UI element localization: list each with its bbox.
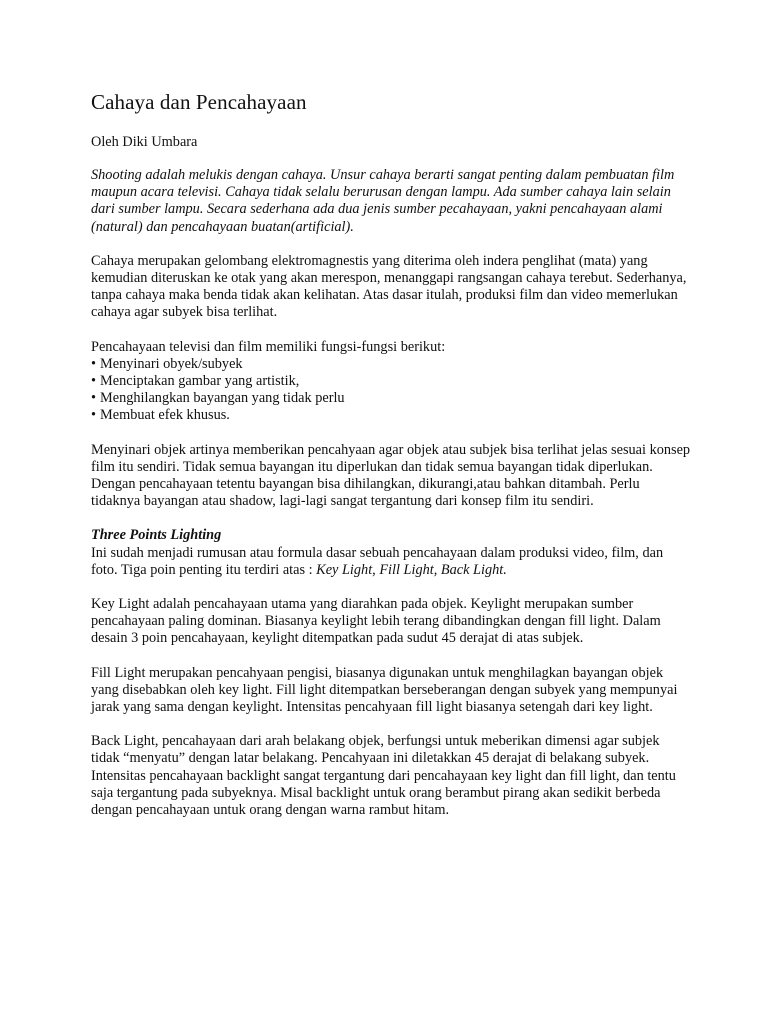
list-item [91, 373, 691, 390]
document-title: Cahaya dan Pencahayaan [91, 90, 307, 114]
list-item [91, 390, 691, 407]
section-intro-paragraph [91, 545, 691, 579]
list-item [91, 356, 691, 373]
list-item-text: Membuat efek khusus. [100, 407, 230, 424]
paragraph-fill-light: Fill Light merupakan pencahyaan pengisi, biasanya digunakan untuk menghilagkan bayangan objek yang disebabkan oleh key light. Fill light ditempatkan berseberangan dengan subyek yang mempunyai jarak yang sama dengan keylight. Intensitas pencahyaan fill light biasanya setengah dari key light. [91, 664, 678, 716]
bullet-icon: • [91, 355, 97, 372]
bullet-icon: • [91, 373, 97, 390]
paragraph-key-light: Key Light adalah pencahayaan utama yang diarahkan pada objek. Keylight merupakan sumber pencahayaan paling dominan. Biasanya keylight lebih terang dibandingkan dengan fill light. Dalam desain 3 poin pencahayaan, keylight ditempatkan pada sudut 45 derajat di atas subjek. [91, 596, 661, 647]
section-heading: Three Points Lighting [91, 527, 222, 544]
document-page [91, 88, 691, 836]
list-intro: Pencahayaan televisi dan film memiliki fungsi-fungsi berikut: [91, 338, 446, 355]
bullet-icon: • [91, 390, 97, 407]
list-item [91, 407, 691, 424]
section-intro-terms: Key Light, Fill Light, Back Light. [316, 561, 507, 578]
section-intro-text: Ini sudah menjadi rumusan atau formula dasar sebuah pencahayaan dalam produksi video, film, dan foto. Tiga poin penting itu terdiri atas : [91, 544, 664, 578]
bullet-icon: • [91, 407, 97, 424]
intro-paragraph: Shooting adalah melukis dengan cahaya. Unsur cahaya berarti sangat penting dalam pembuatan film maupun acara televisi. Cahaya tidak selalu berurusan dengan lampu. Ada sumber cahaya lain selain dari sumber lampu. Secara sederhana ada dua jenis sumber pecahayaan, yakni pencahayaan alami (natural) dan pencahayaan buatan(artificial). [91, 167, 675, 235]
list-item-text: Menyinari obyek/subyek [100, 355, 243, 372]
paragraph-cahaya: Cahaya merupakan gelombang elektromagnestis yang diterima oleh indera penglihat (mata) yang kemudian diteruskan ke otak yang akan merespon, menanggapi rangsangan cahaya terebut. Sederhanya, tanpa cahaya maka benda tidak akan kelihatan. Atas dasar itulah, produksi film dan video memerlukan cahaya agar subyek bisa terlihat. [91, 252, 687, 321]
author-line: Oleh Diki Umbara [91, 134, 198, 150]
paragraph-back-light: Back Light, pencahayaan dari arah belakang objek, berfungsi untuk meberikan dimensi agar subjek tidak “menyatu” dengan latar belakang. Pencahyaan ini diletakkan 45 derajat di belakang subyek. Intensitas pencahayaan backlight sangat tergantung dari pencahayaan key light dan fill light, dan tentu saja tergantung pada subyeknya. Misal backlight untuk orang berambut pirang akan sedikit berbeda dengan pencahayaan untuk orang dengan warna rambut hitam. [91, 733, 676, 819]
list-item-text: Menciptakan gambar yang artistik, [100, 373, 300, 390]
list-item-text: Menghilangkan bayangan yang tidak perlu [100, 390, 345, 407]
function-list [91, 356, 691, 425]
paragraph-menyinari: Menyinari objek artinya memberikan pencahyaan agar objek atau subjek bisa terlihat jelas sesuai konsep film itu sendiri. Tidak semua bayangan itu diperlukan dan tidak semua bayangan tidak diperlukan. Dengan pencahayaan tetentu bayangan bisa dihilangkan, dikurangi,atau bahkan ditambah. Perlu tidaknya bayangan atau shadow, lagi-lagi sangat tergantung dari konsep film itu sendiri. [91, 441, 691, 510]
